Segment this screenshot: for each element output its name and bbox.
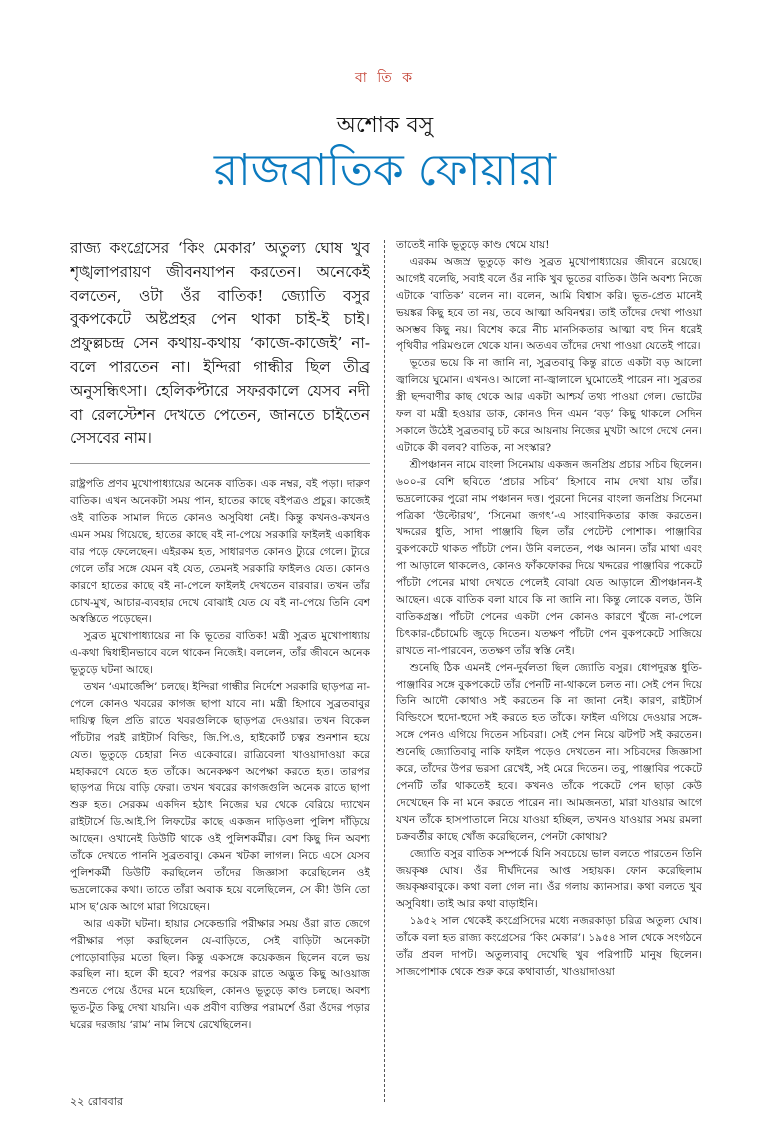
body-paragraph: ১৯৫২ সাল থেকেই কংগ্রেসিদের মধ্যে নজরকাড়া চরিত্র অতুল্য ঘোষ। তাঁকে বলা হত রাজ্য কংগ্রেসের ‘কিং মেকার’। ১৯৫৪ সাল থেকে সংগঠনে তাঁর প্রবল দাপট। অতুল্যবাবু দেখেছি খুব পরিপাটি মানুষ ছিলেন। সাজপোশাক থেকে শুরু করে কথাবার্তা, খাওয়াদাওয়া [396,915,702,978]
right-column [396,237,702,1109]
body-paragraph: এরকম অজস্র ভূতুড়ে কাণ্ড সুব্রত মুখোপাধ্যায়ের জীবনে রয়েছে। আগেই বলেছি, সবাই বলে ওঁর নাকি খুব ভূতের বাতিক। উনি অবশ্য নিজে এটাকে ‘বাতিক’ বলেন না। বলেন, আমি বিশ্বাস করি। ভূত-প্রেত মানেই ভয়ঙ্কর কিছু হবে তা নয়, তবে আত্মা অবিনশ্বর। তাই তাঁদের দেখা পাওয়া অসম্ভব কিছু নয়। বিশেষ করে নীচ মানসিকতার আত্মা বহু দিন ধরেই পৃথিবীর পরিমণ্ডলে থেকে যান। অতএব তাঁদের দেখা পাওয়া যেতেই পারে। [396,255,702,353]
body-paragraph: শুনেছি ঠিক এমনই পেন-দুর্বলতা ছিল জ্যোতি বসুর। ধোপদুরস্ত ধুতি-পাঞ্জাবির সঙ্গে বুকপকেটে তাঁর পেনটি না-থাকলে চলত না। সেই পেন দিয়ে তিনি আদৌ কোথাও সই করতেন কি না জানা নেই। কারণ, রাইটার্স বিল্ডিংসে হুদো-হুদো সই করতে হত তাঁকে। ফাইল এগিয়ে দেওয়ার সঙ্গে-সঙ্গে পেনও এগিয়ে দিতেন সচিবরা। সেই পেন নিয়ে ঝটপট সই করতেন। শুনেছি জ্যোতিবাবু নাকি ফাইল পড়েও দেখতেন না। সচিবদের জিজ্ঞাসা করে, তাঁদের উপর ভরসা রেখেই, সই মেরে দিতেন। তবু, পাঞ্জাবির পকেটে পেনটি তাঁর থাকতেই হবে। কখনও তাঁকে পকেটে পেন ছাড়া কেউ দেখেছেন কি না মনে করতে পারেন না। আমজনতা, মারা যাওয়ার আগে যখন তাঁকে হাসপাতালে নিয়ে যাওয়া হচ্ছিল, তখনও যাওয়ার সময় রমলা চক্রবর্তীর কাছে খোঁজ করেছিলেন, পেনটা কোথায়? [396,661,702,843]
left-column [70,237,370,1109]
column-divider [384,240,385,1102]
body-paragraph: তাতেই নাকি ভূতুড়ে কাণ্ড থেমে যায়! [396,239,550,251]
body-paragraph: সুব্রত মুখোপাধ্যায়ের না কি ভূতের বাতিক! মন্ত্রী সুব্রত মুখোপাধ্যায় এ-কথা দ্বিধাহীনভাবে বলে থাকেন নিজেই। বললেন, তাঁর জীবনে অনেক ভূতুড়ে ঘটনা আছে। [70,630,370,677]
body-paragraph: আর একটা ঘটনা। হায়ার সেকেন্ডারি পরীক্ষার সময় ওঁরা রাত জেগে পরীক্ষার পড়া করছিলেন যে-বাড়িতে, সেই বাড়িটা অনেকটা পোড়োবাড়ির মতো ছিল। কিন্তু একসঙ্গে কয়েকজন ছিলেন বলে ভয় করছিল না। হলে কী হবে? পরপর কয়েক রাতে অদ্ভুত কিছু আওয়াজ শুনতে পেয়ে ওঁদের মনে হয়েছিল, কোনও ভূতুড়ে কাণ্ড চলছে। অবশ্য ভূত-টুত কিছু দেখা যায়নি। এক প্রবীণ ব্যক্তির পরামর্শে ওঁরা ওঁদের পড়ার ঘরের দরজায় ‘রাম’ নাম লিখে রেখেছিলেন। [70,917,370,1032]
author-byline: অশোক বসু [336,113,434,138]
body-paragraph: জ্যোতি বসুর বাতিক সম্পর্কে যিনি সবচেয়ে ভাল বলতে পারতেন তিনি জয়কৃষ্ণ ঘোষ। ওঁর দীর্ঘদিনের আপ্ত সহায়ক। ফোন করেছিলাম জয়কৃষ্ণবাবুকে। কথা বলা গেল না। ওঁর গলায় ক্যানসার। কথা বলতে খুব অসুবিধা। তাই আর কথা বাড়াইনি। [396,847,702,911]
body-paragraph: রাষ্ট্রপতি প্রণব মুখোপাধ্যায়ের অনেক বাতিক। এক নম্বর, বই পড়া। দারুণ বাতিক। এখন অনেকটা সময় পান, হাতের কাছে বই‌পত্রও প্রচুর। কাজেই ওই বাতিক সামাল দিতে কোনও অসুবিধা নেই। কিন্তু কখনও-কখনও এমন সময় গিয়েছে, হাতের কাছে বই না-পেয়ে সরকারি ফাইলই একাধিক বার পড়ে ফেলেছেন। এইরকম হত, সাধারণত কোনও ট্যুরে গেলে। ট্যুরে গেলে তাঁর সঙ্গে যেমন বই যেত, তেমনই সরকারি ফাইলও যেত। কোনও কারণে হাতের কাছে বই না-পেলে ফাইলই দেখতেন বারবার। তখন তাঁর চোখ-মুখ, আচার-ব্যবহার দেখে বোঝাই যেত যে বই না-পেয়ে তিনি বেশ অস্বস্তিতে পড়েছেন। [70,478,370,626]
article-title: রাজবাতিক ফোয়ারা [213,145,557,196]
body-paragraph: ভূতের ভয়ে কি না জানি না, সুব্রতবাবু কিন্তু রাতে একটা বড় আলো জ্বালিয়ে ঘুমোন। এখনও। আলো না-জ্বালালে ঘুমোতেই পারেন না। সুব্রতর স্ত্রী ছন্দবাণীর কাছ থেকে আর একটা আশ্চর্য তথ্য পাওয়া গেল। ভোটের ফল বা মন্ত্রী হওয়ার ডাক, কোনও দিন এমন ‘বড়’ কিছু থাকলে সেদিন সকালে উঠেই সুব্রতবাবু চট করে আয়নায় নিজের মুখটা আগে দেখে নেন। এটাকে কী বলব? বাতিক, না সংস্কার? [396,357,702,454]
lead-divider [70,463,370,464]
body-paragraph: শ্রীপঞ্চানন নামে বাংলা সিনেমায় একজন জনপ্রিয় প্রচার সচিব ছিলেন। ৬০০-র বেশি ছবিতে ‘প্রচার সচিব’ হিসাবে নাম দেখা যায় তাঁর। ভদ্রলোকের পুরো নাম পঞ্চানন দত্ত। পুরনো দিনের বাংলা জনপ্রিয় সিনেমা পত্রিকা ‘উল্টোরথ’, ‘সিনেমা জগৎ’-এ সাংবাদিকতার কাজ করতেন। খদ্দরের ধুতি, সাদা পাঞ্জাবি ছিল তাঁর পেটেন্ট পোশাক। পাঞ্জাবির বুকপকেটে থাকত পাঁচটা পেন। উনি বলতেন, পঞ্চ আনন। তাঁর মাথা এবং পা আড়ালে থাকলেও, কোনও ফাঁকফোকর দিয়ে খদ্দরের পাঞ্জাবির পকেটে পাঁচটা পেনের মাথা দেখতে পেলেই বোঝা যেত আড়ালে শ্রীপঞ্চানন-ই আছেন। একে বাতিক বলা যাবে কি না জানি না। কিন্তু লোকে বলত, উনি বাতিকগ্রস্ত। পাঁচটা পেনের একটা পেন কোনও কারণে খুঁজে না-পেলে চিৎকার-চেঁচামেচি জুড়ে দিতেন। যতক্ষণ পাঁচটা পেন বুকপকেটে সাজিয়ে রাখতে না-পারবেন, ততক্ষণ তাঁর স্বস্তি নেই। [396,458,702,657]
lead-paragraph: রাজ্য কংগ্রেসের ‘কিং মেকার’ অতুল্য ঘোষ খুব শৃঙ্খলাপরায়ণ জীবনযাপন করতেন। অনেকেই বলতেন, ওটা ওঁর বাতিক! জ্যোতি বসুর বুকপকেটে অষ্টপ্রহর পেন থাকা চাই-ই চাই। প্রফুল্লচন্দ্র সেন কথায়-কথায় ‘কাজে-কাজেই’ না-বলে পারতেন না। ইন্দিরা গান্ধীর ছিল তীব্র অনুসন্ধিৎসা। হেলিকপ্টারে সফরকালে যেসব নদী বা রেলস্টেশন দেখতে পেতেন, জানতে চাইতেন সেসবের নাম। [70,239,370,448]
body-paragraph: তখন ‘এমার্জেন্সি’ চলছে। ইন্দিরা গান্ধীর নির্দেশে সরকারি ছাড়পত্র না-পেলে কোনও খবরের কাগজ ছাপা যাবে না। মন্ত্রী হিসাবে সুব্রতবাবুর দায়িত্ব ছিল প্রতি রাতে খবরগুলিকে ছাড়পত্র দেওয়ার। তখন বিকেল পাঁচটার পরই রাইটার্স বিল্ডিং, জি.পি.ও, হাইকোর্ট চত্বর শুনশান হয়ে যেত। ভূতুড়ে চেহারা নিত একেবারে। রাত্রিবেলা খাওয়াদাওয়া করে মহাকরণে যেতে হত তাঁকে। অনেকক্ষণ অপেক্ষা করতে হত। তারপর ছাড়পত্র দিয়ে বাড়ি ফেরা। তখন খবরের কাগজগুলি অনেক রাতে ছাপা শুরু হত। সেরকম একদিন হঠাৎ নিজের ঘর থেকে বেরিয়ে দ্যাখেন রাইটার্সে ডি.আই.পি লিফটের কাছে একজন দাড়িওলা পুলিশ দাঁড়িয়ে আছেন। ওখানেই ডিউটি থাকে ওই পুলিশকর্মীর। বেশ কিছু দিন অবশ্য তাঁকে দেখতে পাননি সুব্রতবাবু। কেমন খটকা লাগল। নিচে এসে যেসব পুলিশকর্মী ডিউটি করছিলেন তাঁদের জিজ্ঞাসা করেছিলেন ওই ভদ্রলোকের কথা। তাতে তাঁরা অবাক হয়ে বলেছিলেন, সে কী! উনি তো মাস ছ’য়েক আগে মারা গিয়েছেন। [70,681,370,913]
page-folio: ২২ রোববার [70,1095,123,1108]
section-label: বা তি ক [354,70,416,86]
